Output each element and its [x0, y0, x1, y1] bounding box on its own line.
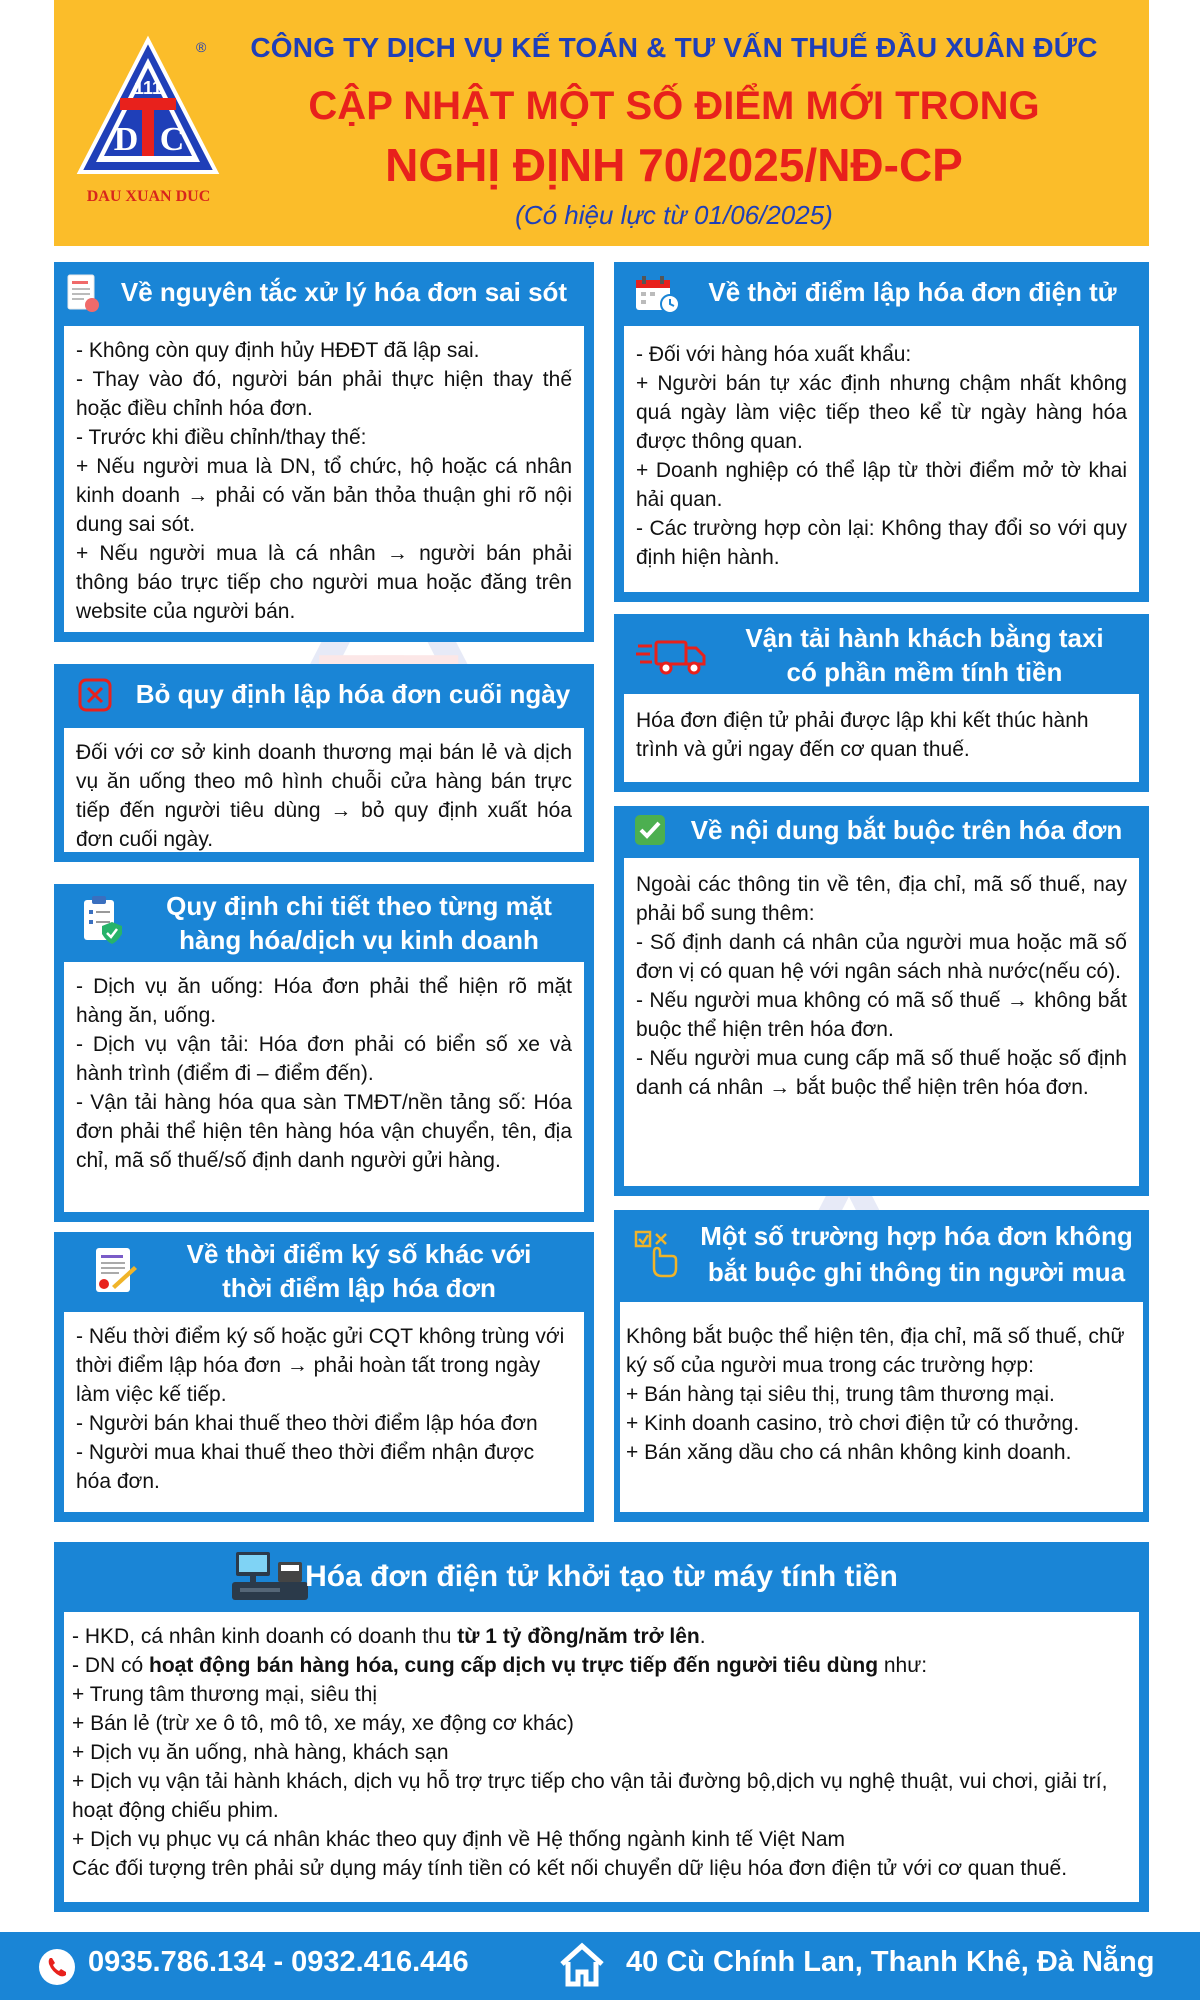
main-title-line2: NGHỊ ĐỊNH 70/2025/NĐ-CP [385, 139, 963, 191]
card-line: Không bắt buộc thể hiện tên, địa chỉ, mã số thuế, chữ ký số của người mua trong các trường hợp: [626, 1325, 1125, 1377]
home-icon [558, 1942, 606, 1988]
text-segment: - HKD, cá nhân kinh doanh có doanh thu [72, 1625, 458, 1648]
card-line: - Người bán khai thuế theo thời điểm lập hóa đơn [76, 1412, 538, 1435]
card-title-line2: hàng hóa/dịch vụ kinh doanh [179, 925, 539, 955]
card-title: Hóa đơn điện tử khởi tạo từ máy tính tiền [305, 1560, 898, 1593]
card-body [620, 1302, 1143, 1512]
card-line: - Người mua khai thuế theo thời điểm nhận được hóa đơn. [76, 1441, 535, 1493]
card-line: - Dịch vụ vận tải: Hóa đơn phải có biển số xe và hành trình (điểm đi – điểm đến). [76, 1033, 572, 1085]
calendar-icon [634, 274, 680, 314]
header-banner [54, 0, 1149, 246]
card-body [64, 1312, 584, 1512]
card-line: Đối với cơ sở kinh doanh thương mại bán lẻ và dịch vụ ăn uống theo mô hình chuỗi cửa hàng bán trực tiếp đến người tiêu dùng → bỏ quy định xuất hóa đơn cuối ngày. [76, 741, 572, 851]
text-segment: - DN có [72, 1654, 150, 1677]
card-line: Ngoài các thông tin về tên, địa chỉ, mã số thuế, nay phải bổ sung thêm: [636, 873, 1127, 925]
card-line: - Đối với hàng hóa xuất khẩu: [636, 343, 912, 366]
card-header [614, 614, 1149, 692]
footer-address: 40 Cù Chính Lan, Thanh Khê, Đà Nẵng [626, 1946, 1155, 1978]
card-title-line2: có phần mềm tính tiền [786, 657, 1063, 687]
card-line: - Nếu thời điểm ký số hoặc gửi CQT không trùng với thời điểm lập hóa đơn → phải hoàn tất trong ngày làm việc kế tiếp. [76, 1325, 565, 1406]
card-line: + Dịch vụ vận tải hành khách, dịch vụ hỗ trợ trực tiếp cho vận tải đường bộ,dịch vụ nghệ thuật, vui chơi, giải trí, hoạt động chiếu phim. [72, 1770, 1108, 1822]
svg-text:C: C [159, 121, 185, 158]
checkbox-icon [634, 814, 666, 846]
card-header [614, 806, 1149, 856]
card-line: - Dịch vụ ăn uống: Hóa đơn phải thể hiện rõ mặt hàng ăn, uống. [76, 975, 572, 1027]
card-line: - Nếu người mua không có mã số thuế → không bắt buộc thể hiện trên hóa đơn. [636, 989, 1127, 1041]
card-line: + Nếu người mua là cá nhân → người bán phải thông báo trực tiếp cho người mua hoặc đăng trên website của người bán. [76, 542, 572, 623]
logo-caption: DAU XUAN DUC [86, 188, 211, 205]
svg-text:D: D [113, 121, 139, 158]
effective-date: (Có hiệu lực từ 01/06/2025) [515, 200, 833, 230]
company-name: CÔNG TY DỊCH VỤ KẾ TOÁN & TƯ VẤN THUẾ ĐẦU XUÂN ĐỨC [250, 32, 1098, 63]
card-title-line1: Về thời điểm ký số khác với [186, 1239, 532, 1269]
card-header [54, 664, 594, 726]
card-line: - Số định danh cá nhân của người mua hoặc mã số đơn vị có quan hệ với ngân sách nhà nước(nếu có). [636, 931, 1127, 983]
document-icon [66, 273, 100, 313]
card-line: Hóa đơn điện tử phải được lập khi kết thúc hành trình và gửi ngay đến cơ quan thuế. [636, 709, 1089, 761]
card-line: + Doanh nghiệp có thể lập từ thời điểm mở tờ khai hải quan. [636, 459, 1127, 511]
card-invoice-timing [614, 262, 1149, 602]
text-bold: từ 1 tỷ đồng/năm trở lên [457, 1625, 700, 1648]
card-taxi [614, 614, 1149, 792]
card-body [64, 326, 584, 632]
card-header [54, 262, 594, 324]
text-bold: hoạt động bán hàng hóa, cung cấp dịch vụ trực tiếp đến người tiêu dùng [149, 1654, 879, 1677]
card-line: + Bán hàng tại siêu thị, trung tâm thương mại. [626, 1383, 1055, 1406]
card-header [614, 1210, 1149, 1300]
phone-icon [38, 1948, 76, 1986]
text-segment: . [699, 1625, 706, 1648]
card-line [72, 1651, 1131, 1680]
footer-bar [0, 1932, 1200, 2000]
card-end-of-day [54, 664, 594, 862]
card-line: + Dịch vụ phục vụ cá nhân khác theo quy định về Hệ thống ngành kinh tế Việt Nam [72, 1828, 846, 1851]
card-title: Về thời điểm lập hóa đơn điện tử [708, 277, 1117, 307]
card-header [614, 262, 1149, 324]
card-line: - Các trường hợp còn lại: Không thay đổi so với quy định hiện hành. [636, 517, 1127, 569]
card-body [64, 728, 584, 852]
card-line: + Dịch vụ ăn uống, nhà hàng, khách sạn [72, 1741, 449, 1764]
card-line: - Trước khi điều chỉnh/thay thế: [76, 426, 367, 449]
card-buyer-info-exempt [614, 1210, 1149, 1522]
card-line: + Bán lẻ (trừ xe ô tô, mô tô, xe máy, xe động cơ khác) [72, 1712, 574, 1735]
svg-text:®: ® [196, 39, 207, 55]
card-line: + Bán xăng dầu cho cá nhân không kinh doanh. [626, 1441, 1072, 1464]
card-line: + Trung tâm thương mại, siêu thị [72, 1683, 378, 1706]
checklist-icon [82, 894, 126, 946]
company-logo [76, 32, 221, 212]
card-line: - Không còn quy định hủy HĐĐT đã lập sai. [76, 339, 480, 362]
card-body [624, 694, 1139, 782]
card-line: - Thay vào đó, người bán phải thực hiện thay thế hoặc điều chỉnh hóa đơn. [76, 368, 572, 420]
svg-text:111: 111 [133, 78, 163, 98]
card-body [64, 962, 584, 1212]
card-detail-rules [54, 884, 594, 1222]
card-mandatory-content [614, 806, 1149, 1196]
card-title-line1: Một số trường hợp hóa đơn không [700, 1221, 1133, 1251]
card-header [54, 884, 594, 960]
card-title-line2: thời điểm lập hóa đơn [222, 1273, 496, 1303]
card-title: Về nguyên tắc xử lý hóa đơn sai sót [120, 277, 568, 307]
card-line: Các đối tượng trên phải sử dụng máy tính tiền có kết nối chuyển dữ liệu hóa đơn điện tử với cơ quan thuế. [72, 1857, 1068, 1880]
card-line: - Nếu người mua cung cấp mã số thuế hoặc số định danh cá nhân → bắt buộc thể hiện trên hóa đơn. [636, 1047, 1127, 1099]
card-body [64, 1612, 1139, 1902]
card-body [624, 858, 1139, 1186]
card-title-line2: bắt buộc ghi thông tin người mua [707, 1257, 1126, 1287]
card-line: + Người bán tự xác định nhưng chậm nhất không quá ngày làm việc tiếp theo kể từ ngày hàng hóa được thông quan. [636, 372, 1127, 453]
invoice-icon [90, 1246, 138, 1296]
card-line: - Vận tải hàng hóa qua sàn TMĐT/nền tảng số: Hóa đơn phải thể hiện tên hàng hóa vận chuyển, tên, địa chỉ, mã số thuế/số định danh người gửi hàng. [76, 1091, 572, 1172]
logo-triangle-icon [76, 32, 221, 192]
card-cash-register [54, 1542, 1149, 1912]
card-body [624, 326, 1139, 592]
card-title: Về nội dung bắt buộc trên hóa đơn [690, 815, 1123, 845]
card-title: Bỏ quy định lập hóa đơn cuối ngày [135, 679, 571, 709]
main-title-line1: CẬP NHẬT MỘT SỐ ĐIỂM MỚI TRONG [308, 84, 1040, 128]
touch-checklist-icon [634, 1230, 682, 1280]
card-title-line1: Vận tải hành khách bằng taxi [745, 623, 1104, 653]
card-header [54, 1232, 594, 1310]
card-error-handling [54, 262, 594, 642]
truck-icon [636, 636, 708, 676]
card-header [54, 1542, 1149, 1610]
card-line [72, 1622, 1131, 1651]
card-line: + Nếu người mua là DN, tổ chức, hộ hoặc cá nhân kinh doanh → phải có văn bản thỏa thuận ghi rõ nội dung sai sót. [76, 455, 572, 536]
card-signing-time [54, 1232, 594, 1522]
card-line: + Kinh doanh casino, trò chơi điện tử có thưởng. [626, 1412, 1080, 1435]
cancel-icon [78, 678, 112, 712]
text-segment: như: [878, 1654, 928, 1677]
card-title-line1: Quy định chi tiết theo từng mặt [166, 891, 552, 921]
footer-phone[interactable]: 0935.786.134 - 0932.416.446 [88, 1946, 469, 1978]
